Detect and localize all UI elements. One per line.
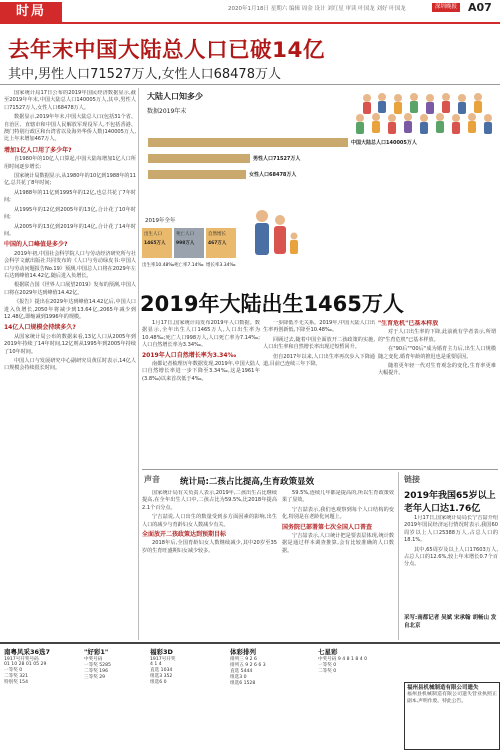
paragraph: 从2005年的13亿到2019年的14亿,合计花了14年时间。	[4, 223, 136, 237]
subhead-2: 中国的人口峰值是多少?	[4, 241, 68, 249]
ad-text: 福州县机械制造有限公司遗失营业执照正副本,声明作废。特此公告。	[407, 692, 497, 704]
deaths-value: 998万人	[176, 241, 195, 246]
column-divider	[398, 472, 399, 640]
paragraph: 南都记者梳理历年数据发现,2019年,中国大陆人口自然增长率进一步下降至3.34‰,这是1961年(3.8‰)以来首次低于4‰。	[142, 361, 260, 382]
family-illustration	[255, 210, 298, 255]
top-rule	[0, 22, 500, 24]
table-row: 排列三 9 2 6	[230, 657, 257, 662]
brief-body	[404, 515, 498, 610]
table-row: 一等奖 0	[4, 668, 23, 673]
increase-value: 467万人	[208, 241, 227, 246]
births-value: 1465万人	[144, 241, 166, 246]
table-title: 七星彩	[318, 648, 338, 656]
table-row: 特别奖 154	[4, 680, 29, 685]
headline: 去年末中国大陆总人口已破14亿	[8, 38, 325, 63]
paragraph: 2019年初,中国社会科学院人口与劳动经济研究所与社会科学文献出版社共同发布的《人口与劳动绿皮书:中国人口与劳动问题报告No.19》预测,中国总人口将在2029年左右达到峰值14.42亿,随后进入负增长。	[4, 250, 136, 279]
paragraph: 从1988年的11亿到1995年的12亿,也总共花了7年时间;	[4, 189, 136, 204]
table-title: 体彩排列	[230, 648, 256, 656]
paragraph: 1月17日,国家统计局发布2019年人口数据。数据显示,全年出生人口1465万人,人口出生率为10.48‰;死亡人口998万人,人口死亡率为7.14‰;人口自然增长率为3.34‰。	[142, 320, 260, 349]
increase-label: 自然增长	[208, 232, 226, 237]
statement-subhead: 国务院已部署第七次全国人口普查	[282, 523, 373, 531]
table-row: 组选6 1528	[230, 681, 256, 686]
chart-title: 大陆人口知多少	[147, 92, 203, 101]
table-row: 01 10 28 01 05 29	[4, 662, 47, 667]
table-row: 组选3 352	[150, 674, 173, 679]
crowd-illustration	[356, 93, 492, 134]
paragraph: 从1995年的12亿到2005年的13亿,合计花了10年时间;	[4, 206, 136, 221]
bar-male	[148, 154, 250, 163]
paragraph: 中国人口与发展研究中心副研究员黄匡时表示,14亿人口规模会持续很长时间。	[4, 358, 136, 372]
statement-col-2	[282, 490, 394, 638]
table-row: 组选6 0	[150, 680, 167, 685]
story-col-1	[142, 320, 260, 460]
table-row: 三等奖 29	[84, 675, 106, 680]
chart-subtitle: 数据2019年末	[147, 108, 187, 115]
headline-divider	[0, 84, 500, 85]
left-column	[4, 90, 136, 638]
paragraph: 国家统计局有关负责人表示,2019年,二孩出生占比继续提高,在全年出生人口中,二孩占比为59.5%,比2018年提高2.1个百分点。	[142, 490, 277, 511]
bottom-divider	[0, 642, 500, 644]
table-row: 一等奖 5285	[84, 663, 111, 668]
brief-label: 链接	[404, 475, 420, 484]
paragraph: 回顾过去,随着中国全面放开二孩政策的实施,人口出生率和自然增长率出现过短暂回升。	[263, 336, 375, 351]
table-row: 1917号开奖	[150, 657, 176, 662]
birth-rate: 出生率10.48‰	[142, 263, 175, 268]
column-divider	[138, 88, 139, 640]
year-label: 2019年全年	[145, 218, 176, 224]
statement-headline: 统计局:二孩占比提高,生育政策显效	[180, 477, 315, 487]
table-row: 组选3 0	[230, 675, 247, 680]
story-divider	[142, 469, 498, 470]
growth-rate: 增长率3.34‰	[206, 263, 236, 268]
paragraph: 一步降低不无关系。2019年,中国大陆人口出生率再创新低,下降至10.48‰。	[263, 320, 375, 334]
story-title: 2019年大陆出生1465万人	[140, 292, 404, 316]
story-col-2	[263, 320, 375, 460]
statement-col-1	[142, 490, 277, 638]
death-rate: 死亡率7.14‰	[174, 263, 204, 268]
section-tag: 时局	[0, 2, 62, 22]
table-row: 中奖号码	[84, 657, 103, 662]
female-label: 女性人口68478万人	[249, 172, 297, 178]
byline: 采写:南都记者 吴斌 宋承翰 胡畅山 发自北京	[404, 615, 497, 629]
paragraph: 随着更年轻一代对生育观念的变化,生育率更难大幅提升。	[378, 363, 496, 377]
lottery-table-4	[230, 647, 314, 686]
paragraph: 宁吉喆表示,人口统计把是要表层体现,统计数据是通过样本调查推算,会有比较准确的人口数据。	[282, 533, 394, 554]
table-row: 1917号开奖号码	[4, 657, 39, 662]
lottery-table-3	[150, 647, 226, 685]
table-title: 福彩3D	[150, 648, 173, 656]
paragraph: 国家统计局17日公布的2019年国民经济数据显示,截至2019年年末,中国大陆总人口140005万人,其中,男性人口71527万人,女性人口68478万人。	[4, 90, 136, 111]
table-row: 中奖号码 9 4 8 1 8 4 0	[318, 657, 368, 662]
infographic	[142, 88, 498, 280]
paragraph: 但自2017年以来,人口出生率再次步入下降通道,目前已连续三年下降。	[263, 353, 375, 368]
table-row: 排列五 9 2 6 6 3	[230, 663, 266, 668]
story-subhead: "生育危机"已基本样放	[378, 320, 439, 327]
table-row: 二等奖 321	[4, 674, 29, 679]
lottery-table-2	[84, 647, 144, 680]
statement-subhead: 全面放开二孩政策达到预期目标	[142, 531, 227, 539]
story-subhead: 2019年人口自然增长率为3.34‰	[142, 351, 237, 359]
lottery-table-5	[318, 647, 400, 674]
brief-title: 2019年我国65岁以上老年人口达1.76亿	[404, 491, 496, 514]
paragraph: 59.5%,连续几年都是提高的,所以生育政策效果了显效。	[282, 490, 394, 504]
table-row: 直选 1034	[150, 668, 173, 673]
bar-total	[148, 138, 348, 147]
paragraph: 从国家统计局公布的数据来看,13亿人口从2005年到2019年持续了14年时间,12亿则从1995年到2005年持续了10年时间。	[4, 333, 136, 355]
total-label: 中国大陆总人口140005万人	[351, 140, 417, 146]
table-row: 直选 5444	[230, 669, 253, 674]
table-title: 南粤风采36选7	[4, 648, 51, 656]
paragraph: 宁吉喆表示,我们也观察到每个人口结构的变化,特别是在老龄化问题上。	[282, 506, 394, 521]
paragraph: 国家统计局数据显示,从1980年的10亿到1988年的11亿,总共花了8年时间;	[4, 173, 136, 187]
paragraph: 1月17日,国家统计局局长宁吉喆介绍2019年国民经济运行情况时表示,我国60周岁以上人口25388万人,占总人口的18.1%。	[404, 515, 498, 544]
statement-label: 声音	[144, 475, 160, 484]
ad-title: 福州县机械制造有限公司遗失	[407, 685, 479, 691]
story-col-3	[378, 320, 496, 460]
paragraph: 在"90后""00后"成为婚育主力后,出生人口规模随之变化,婚育年龄的推迟也是重要原因。	[378, 346, 496, 360]
male-label: 男性人口71527万人	[253, 156, 301, 162]
lottery-table-1	[4, 647, 86, 685]
paragraph: 根据联合国《世界人口展望2019》发布的预测,中国人口将在2029年达到峰值14.42亿。	[4, 282, 136, 296]
paragraph: 其中,65周岁及以上人口17603万人,占总人口的12.6%,较上年末增长0.7个百分点。	[404, 546, 498, 568]
issue-info: 2020年1月18日 星期六 编辑 周金 设计 刘红星 审读 叶国龙 刘好 叶国龙	[228, 6, 406, 12]
subhead-1: 增加1亿人口用了多少年?	[4, 146, 72, 154]
classified-ad	[404, 682, 500, 750]
table-title: "好彩1"	[84, 648, 109, 656]
page-number: A07	[468, 1, 492, 14]
table-row: 二等奖 0	[318, 669, 337, 674]
paragraph: 宁吉喆说,人口出生的数量受到多方面因素的影响,出生人口的减少与育龄妇女人数减少有关。	[142, 514, 277, 528]
paragraph: 《报告》提出在2029年达到峰值14.42亿后,中国人口进入负增长,2050年将减少到13.64亿,2065年减少到12.48亿,即缩减到1996年的规模。	[4, 299, 136, 320]
infographic-figures	[142, 88, 498, 280]
paragraph: 2018年后,全国育龄妇女人数继续减少,其中20岁至35岁的生育旺盛期妇女减少较多。	[142, 540, 277, 554]
paper-badge: 深圳晚报	[432, 3, 460, 12]
paragraph: 数据显示,2019年年末,中国大陆总人口(包括31个省、自治区、直辖市和中国人民解放军现役军人,不包括香港、澳门特别行政区和台湾省以及海外华侨人数)140005万人,比上年末增加467万人。	[4, 114, 136, 143]
subheadline: 其中,男性人口71527万人,女性人口68478万人	[8, 67, 281, 82]
table-row: 二等奖 196	[84, 669, 109, 674]
paragraph: 对于人口出生率的下降,此前就有学者表示,所谓的"生育危机"已基本样放。	[378, 329, 496, 343]
births-label: 出生人口	[144, 232, 162, 237]
subhead-3: 14亿人口规模会持续多久?	[4, 324, 76, 332]
bar-female	[148, 170, 246, 179]
deaths-label: 死亡人口	[176, 232, 194, 237]
table-row: 4 1 4	[150, 662, 162, 667]
table-row: 一等奖 0	[318, 663, 337, 668]
paragraph: 自1980年的10亿人口算起,中国大陆每增加1亿人口所用时间逐步增长:	[4, 156, 136, 170]
